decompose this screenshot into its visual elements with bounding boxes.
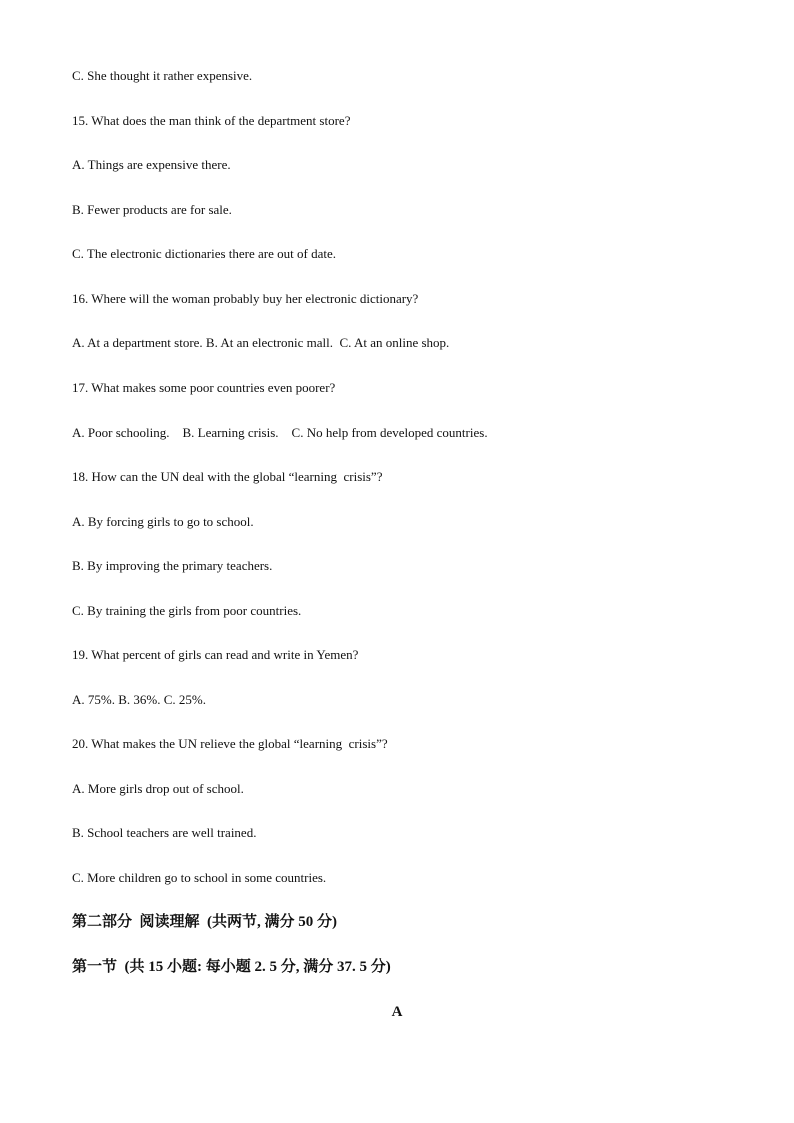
option-15-a: A. Things are expensive there. bbox=[72, 157, 231, 172]
option-20-a: A. More girls drop out of school. bbox=[72, 781, 244, 796]
option-18-c: C. By training the girls from poor countries. bbox=[72, 603, 302, 618]
option-15-c: C. The electronic dictionaries there are out of date. bbox=[72, 246, 336, 261]
question-20: 20. What makes the UN relieve the global “learning crisis”? bbox=[72, 736, 388, 751]
option-15-b: B. Fewer products are for sale. bbox=[72, 202, 232, 217]
option-18-a: A. By forcing girls to go to school. bbox=[72, 514, 254, 529]
option-20-c: C. More children go to school in some countries. bbox=[72, 870, 327, 885]
options-16: A. At a department store. B. At an electronic mall. C. At an online shop. bbox=[72, 335, 450, 350]
question-16: 16. Where will the woman probably buy her electronic dictionary? bbox=[72, 291, 419, 306]
option-20-b: B. School teachers are well trained. bbox=[72, 825, 257, 840]
section-heading-part-one: 第一节 (共 15 小题: 每小题 2. 5 分, 满分 37. 5 分) bbox=[72, 959, 391, 975]
passage-letter: A bbox=[391, 1004, 403, 1020]
section-heading-part-two: 第二部分 阅读理解 (共两节, 满分 50 分) bbox=[72, 914, 337, 930]
question-19: 19. What percent of girls can read and write in Yemen? bbox=[72, 647, 359, 662]
question-17: 17. What makes some poor countries even poorer? bbox=[72, 380, 336, 395]
question-18: 18. How can the UN deal with the global “learning crisis”? bbox=[72, 469, 383, 484]
text-line: C. She thought it rather expensive. bbox=[72, 68, 253, 83]
options-19: A. 75%. B. 36%. C. 25%. bbox=[72, 692, 206, 707]
option-18-b: B. By improving the primary teachers. bbox=[72, 558, 273, 573]
question-15: 15. What does the man think of the department store? bbox=[72, 113, 351, 128]
options-17: A. Poor schooling. B. Learning crisis. C. No help from developed countries. bbox=[72, 425, 488, 440]
